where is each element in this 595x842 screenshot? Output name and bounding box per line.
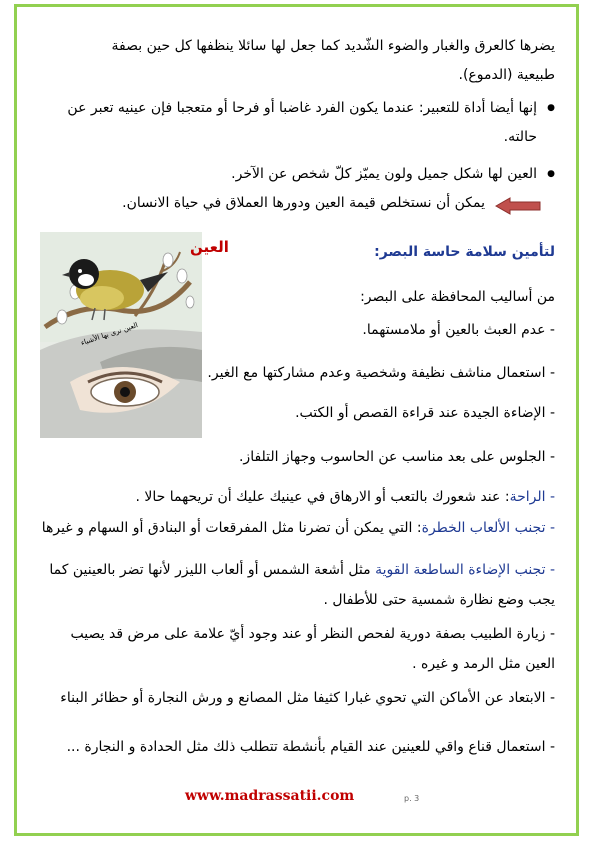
tip-mask: - استعمال قناع واقي للعينين عند القيام بأنشطة تتطلب ذلك مثل الحدادة و النجارة ... — [66, 739, 555, 755]
list-item: - الإضاءة الجيدة عند قراءة القصص أو الكتب. — [295, 405, 555, 421]
list-item: - الجلوس على بعد مناسب عن الحاسوب وجهاز التلفاز. — [238, 449, 555, 465]
tip-rest — [135, 487, 555, 507]
tip-doctor: - زيارة الطبيب بصفة دورية لفحص النظر أو عند وجود أيّ علامة على مرض قد يصيب — [70, 626, 555, 642]
paragraph-line: طبيعية (الدموع). — [458, 67, 555, 83]
left-arrow-icon — [494, 196, 544, 216]
conclusion-line: يمكن أن نستخلص قيمة العين ودورها العملاق في حياة الانسان. — [122, 195, 485, 211]
page-number: p. 3 — [404, 794, 420, 803]
section-intro: من أساليب المحافظة على البصر: — [360, 289, 555, 305]
bullet-item: إنها أيضا أداة للتعبير: عندما يكون الفرد غاضبا أو فرحا أو متعجبا فإن عينيه تعبر عن ● — [67, 98, 537, 118]
tip-places: - الابتعاد عن الأماكن التي تحوي غبارا كثيفا مثل المصانع و ورش النجارة أو حظائر البناء — [60, 690, 555, 706]
image-title: العين — [190, 238, 229, 256]
paragraph-line: حالته. — [503, 129, 537, 145]
tip-term: - تجنب الألعاب الخطرة — [421, 520, 555, 536]
image-subtitle: العين نرى بها الأشياء — [79, 321, 139, 348]
eye-bird-illustration — [40, 232, 229, 438]
tip-light-cont: يجب وضع نظارة شمسية حتى للأطفال . — [323, 592, 555, 608]
paragraph-line: يضرها كالعرق والغبار والضوء الشّديد كما جعل لها سائلا ينظفها كل حين بصفة — [111, 38, 555, 54]
tip-text: : عند شعورك بالتعب أو الارهاق في عينيك عليك أن تريحهما حالا . — [135, 489, 510, 505]
list-item: - عدم العبث بالعين أو ملامستهما. — [362, 322, 555, 338]
tip-light — [49, 560, 555, 580]
tip-term: - تجنب الإضاءة الساطعة القوية — [375, 562, 555, 578]
bullet-item: العين لها شكل جميل ولون يميّز كلّ شخص عن الآخر. ● — [231, 164, 537, 184]
tip-doctor-cont: العين مثل الرمد و غيره . — [412, 656, 555, 672]
tip-games — [42, 518, 555, 538]
list-item: - استعمال مناشف نظيفة وشخصية وعدم مشاركتها مع الغير. — [207, 365, 555, 381]
tip-term: - الراحة — [509, 489, 555, 505]
tip-text: مثل أشعة الشمس أو ألعاب الليزر لأنها تضر بالعينين كما — [49, 562, 371, 578]
section-heading: لتأمين سلامة حاسة البصر: — [374, 244, 555, 260]
footer-url[interactable]: www.madrassatii.com — [185, 788, 355, 804]
tip-text: : التي يمكن أن تضرنا مثل المفرقعات أو البنادق أو السهام و غيرها — [41, 520, 422, 536]
